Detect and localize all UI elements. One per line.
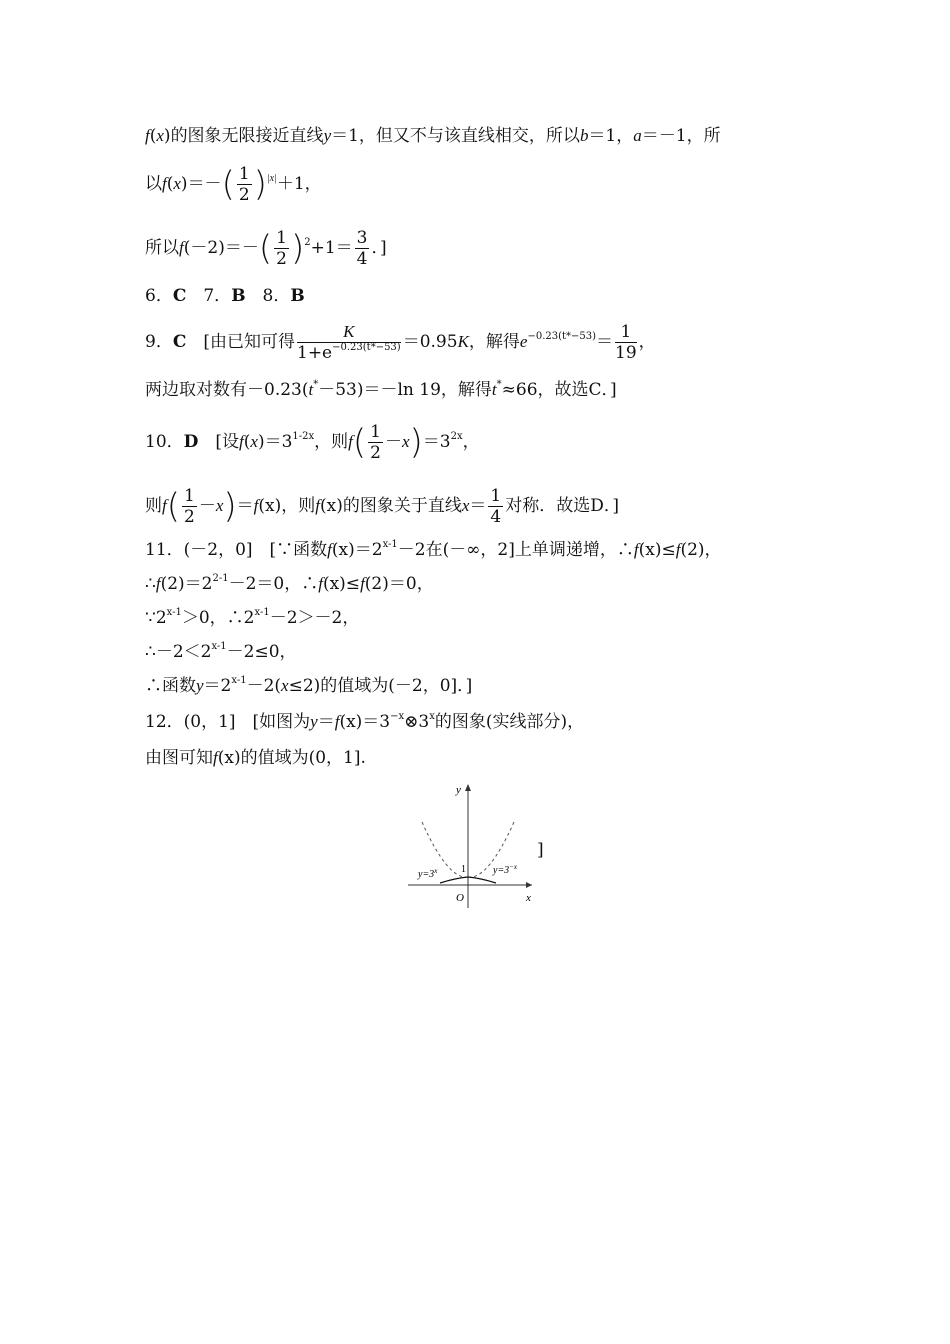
text: 所以 [145, 238, 179, 258]
x-axis-label: x [526, 892, 531, 904]
exponent: −0.23(t*−53) [527, 331, 597, 342]
text: ＝3 [422, 432, 451, 452]
text: (2)， [680, 540, 722, 560]
text: ＝－1，所 [641, 126, 721, 146]
var-K: K [457, 332, 469, 351]
var-x: x [250, 432, 258, 451]
var-f: f [162, 496, 167, 515]
text-line-11 [145, 606, 359, 630]
origin-label: O [456, 892, 464, 904]
answer: C [172, 286, 187, 306]
text: 的图象无限接近直线 [170, 126, 324, 146]
denominator: 2 [276, 249, 287, 269]
var-e: e [519, 332, 528, 351]
numerator: 1 [238, 164, 250, 184]
denominator: 4 [490, 507, 502, 527]
var-f: f [633, 540, 639, 559]
function-graph [400, 780, 540, 910]
exponent: 2-1 [212, 573, 229, 584]
fraction [355, 228, 370, 269]
text: ＞0，∴2 [181, 608, 255, 628]
var-b: b [579, 126, 589, 145]
text: － [198, 496, 216, 516]
text: ＝－ [224, 238, 259, 258]
text-line-7: 10．D [设$f(x)=3^{1-2x}$，则f( $\frac{1}{2}$ $-x)=3^{2x}$， [145, 422, 480, 463]
var-f: f [675, 540, 681, 559]
exponent: |x| [266, 173, 277, 184]
right-curve-label [492, 863, 518, 876]
var-x: x [173, 174, 181, 193]
var-f: f [162, 174, 167, 193]
text: ＝1，但又不与该直线相交，所以 [331, 126, 580, 146]
text: (x)≤ [638, 540, 676, 560]
text: ≈66，故选C．] [501, 380, 617, 400]
var-a: a [633, 126, 642, 145]
text: (x)的图象关于直线 [319, 496, 462, 516]
text: (x)的值域为(0，1]. [217, 748, 366, 768]
numerator: 1 [490, 486, 502, 506]
text: +1＝ [310, 238, 353, 258]
text: －2( [246, 676, 282, 696]
denominator [297, 343, 401, 363]
text: ，则 [314, 432, 349, 452]
text: (2)＝2 [160, 574, 213, 594]
text: ∵2 [145, 608, 167, 628]
fraction [274, 228, 289, 269]
text: (x)≤ [322, 574, 361, 594]
left-curve-label [417, 867, 438, 880]
text: ， [462, 432, 480, 452]
exponent: x [429, 711, 435, 722]
fraction [615, 322, 637, 363]
text: －2＞－2， [269, 608, 360, 628]
text: 9． [145, 332, 173, 352]
text: ∴ [145, 574, 156, 594]
text: －2在(－∞，2]上单调递增，∴ [397, 540, 634, 560]
curve-left-solid [440, 877, 468, 883]
text: 10． [145, 432, 184, 452]
text: ( [243, 432, 251, 452]
exponent: x-1 [231, 675, 247, 686]
text-line-2: 以f(x)＝－( $\frac{1}{2}$ )$^{|x|}$＋1， [145, 164, 322, 205]
right-curve-label-exp: −x [509, 863, 518, 871]
text-line-15 [145, 746, 366, 770]
text: 1+e [297, 343, 333, 363]
numerator: 1 [370, 422, 381, 442]
text: － [384, 432, 402, 452]
var-x: x [461, 496, 470, 515]
answer: C [172, 332, 187, 352]
exponent: x-1 [382, 539, 398, 550]
exponent: −0.23(t*−53) [332, 342, 401, 353]
fraction [488, 486, 503, 527]
text: ⊗3 [404, 712, 430, 732]
var-f: f [239, 432, 244, 451]
answer: D [183, 432, 199, 452]
var-f: f [334, 712, 340, 731]
var-f: f [327, 540, 332, 559]
text: ∴函数 [145, 676, 196, 696]
numerator: 1 [615, 322, 637, 343]
var-f: f [348, 432, 353, 451]
text: 则 [145, 496, 162, 516]
text: ＋1， [276, 174, 322, 194]
answer: B [290, 286, 305, 306]
text: ＝0.95 [402, 332, 458, 352]
exponent: * [313, 379, 319, 390]
exponent: x-1 [166, 607, 182, 618]
text: －2＝0，∴ [228, 574, 319, 594]
text-line-8: 则f( $\frac{1}{2}$ －x)＝f(x)，则f(x)的图象关于直线x＝ $\frac{1}{4}$ 对称．故选D．] [145, 486, 619, 527]
text: ≤2)的值域为(－2，0]．] [288, 676, 473, 696]
text-line-4 [145, 284, 305, 308]
numerator: K [297, 322, 401, 343]
denominator: 2 [238, 185, 250, 205]
left-curve-label-exp: x [434, 867, 438, 875]
var-t: t [308, 380, 314, 399]
text: ∴－2＜2 [145, 642, 212, 662]
curve-right-solid [468, 877, 496, 883]
y-axis-arrow [465, 784, 471, 791]
var-f: f [253, 496, 259, 515]
text: (2)＝0， [364, 574, 434, 594]
text: －2 [190, 238, 219, 258]
text: [由已知可得 [186, 332, 295, 352]
denominator: 4 [356, 249, 368, 269]
exponent: x-1 [254, 607, 270, 618]
text: 8． [245, 286, 291, 306]
text: ＝－ [187, 174, 222, 194]
var-f: f [145, 126, 150, 145]
text: 对称．故选D．] [505, 496, 619, 516]
exponent: 2x [450, 431, 463, 442]
numerator: 1 [184, 486, 195, 506]
fraction [297, 322, 401, 363]
var-x: x [215, 496, 224, 515]
var-f: f [213, 748, 218, 767]
var-x: x [281, 676, 289, 695]
text: －2≤0， [226, 642, 297, 662]
var-t: t [491, 380, 497, 399]
text: (x)，则 [258, 496, 316, 516]
fraction [182, 486, 197, 527]
tick-label-one: 1 [461, 864, 466, 875]
text-line-13 [145, 674, 472, 698]
var-y: y [310, 712, 318, 731]
exponent: 1-2x [292, 431, 315, 442]
text: 由图可知 [145, 748, 213, 768]
var-x: x [401, 432, 410, 451]
text: 12．(0，1] [如图为 [145, 712, 311, 732]
denominator: 19 [615, 343, 637, 363]
text: ＝ [469, 496, 487, 516]
var-f: f [155, 574, 161, 593]
text-line-10 [145, 572, 434, 596]
text: ＝2 [203, 676, 232, 696]
text-line-6 [145, 378, 617, 402]
var-f: f [360, 574, 365, 593]
var-f: f [318, 574, 323, 593]
text: 7． [186, 286, 232, 306]
text: ＝1， [588, 126, 634, 146]
var-f: f [179, 238, 184, 257]
numerator: 1 [276, 228, 287, 248]
text: [设 [198, 432, 240, 452]
text: )＝3 [257, 432, 293, 452]
text-line-14 [145, 710, 584, 734]
exponent: x-1 [211, 641, 227, 652]
exponent: * [496, 379, 502, 390]
var-y: y [323, 126, 332, 145]
answer: B [231, 286, 246, 306]
text: ，解得 [468, 332, 520, 352]
fraction [368, 422, 383, 463]
text-line-3: 所以f(－2)＝－( $\frac{1}{2}$ )$^2$+1＝ $\frac{3}{4}$ ．] [145, 228, 387, 269]
text: ＝ [596, 332, 614, 352]
text: ＝ [317, 712, 335, 732]
var-f: f [315, 496, 320, 515]
text-line-5 [145, 322, 656, 363]
text: (x)＝2 [331, 540, 383, 560]
text: 11．(－2，0] [∵函数 [145, 540, 328, 560]
text: ＝ [236, 496, 254, 516]
exponent: −x [390, 711, 405, 722]
x-axis-arrow [526, 882, 532, 888]
var-x: x [156, 126, 164, 145]
right-curve-label-base: y=3 [493, 865, 510, 876]
text: 以 [145, 174, 162, 194]
text: ， [638, 332, 656, 352]
denominator: 2 [184, 507, 195, 527]
text: 6． [145, 286, 173, 306]
text: －53)＝－ln 19，解得 [318, 380, 492, 400]
y-axis-label: y [456, 784, 461, 796]
text-line-12 [145, 640, 297, 664]
text: 的图象(实线部分)， [434, 712, 585, 732]
exponent: 2 [304, 237, 311, 248]
text: (x)＝3 [339, 712, 391, 732]
text: ．] [371, 238, 387, 258]
fraction [237, 164, 252, 205]
numerator: 3 [356, 228, 368, 248]
text-line-9 [145, 538, 722, 562]
text-line-1: f(x)的图象无限接近直线y＝1，但又不与该直线相交，所以b＝1，a＝－1，所 [145, 126, 721, 146]
denominator: 2 [370, 443, 381, 463]
closing-bracket: ] [537, 840, 544, 860]
left-curve-label-base: y=3 [418, 869, 435, 880]
text: 两边取对数有－0.23( [145, 380, 309, 400]
var-y: y [196, 676, 204, 695]
